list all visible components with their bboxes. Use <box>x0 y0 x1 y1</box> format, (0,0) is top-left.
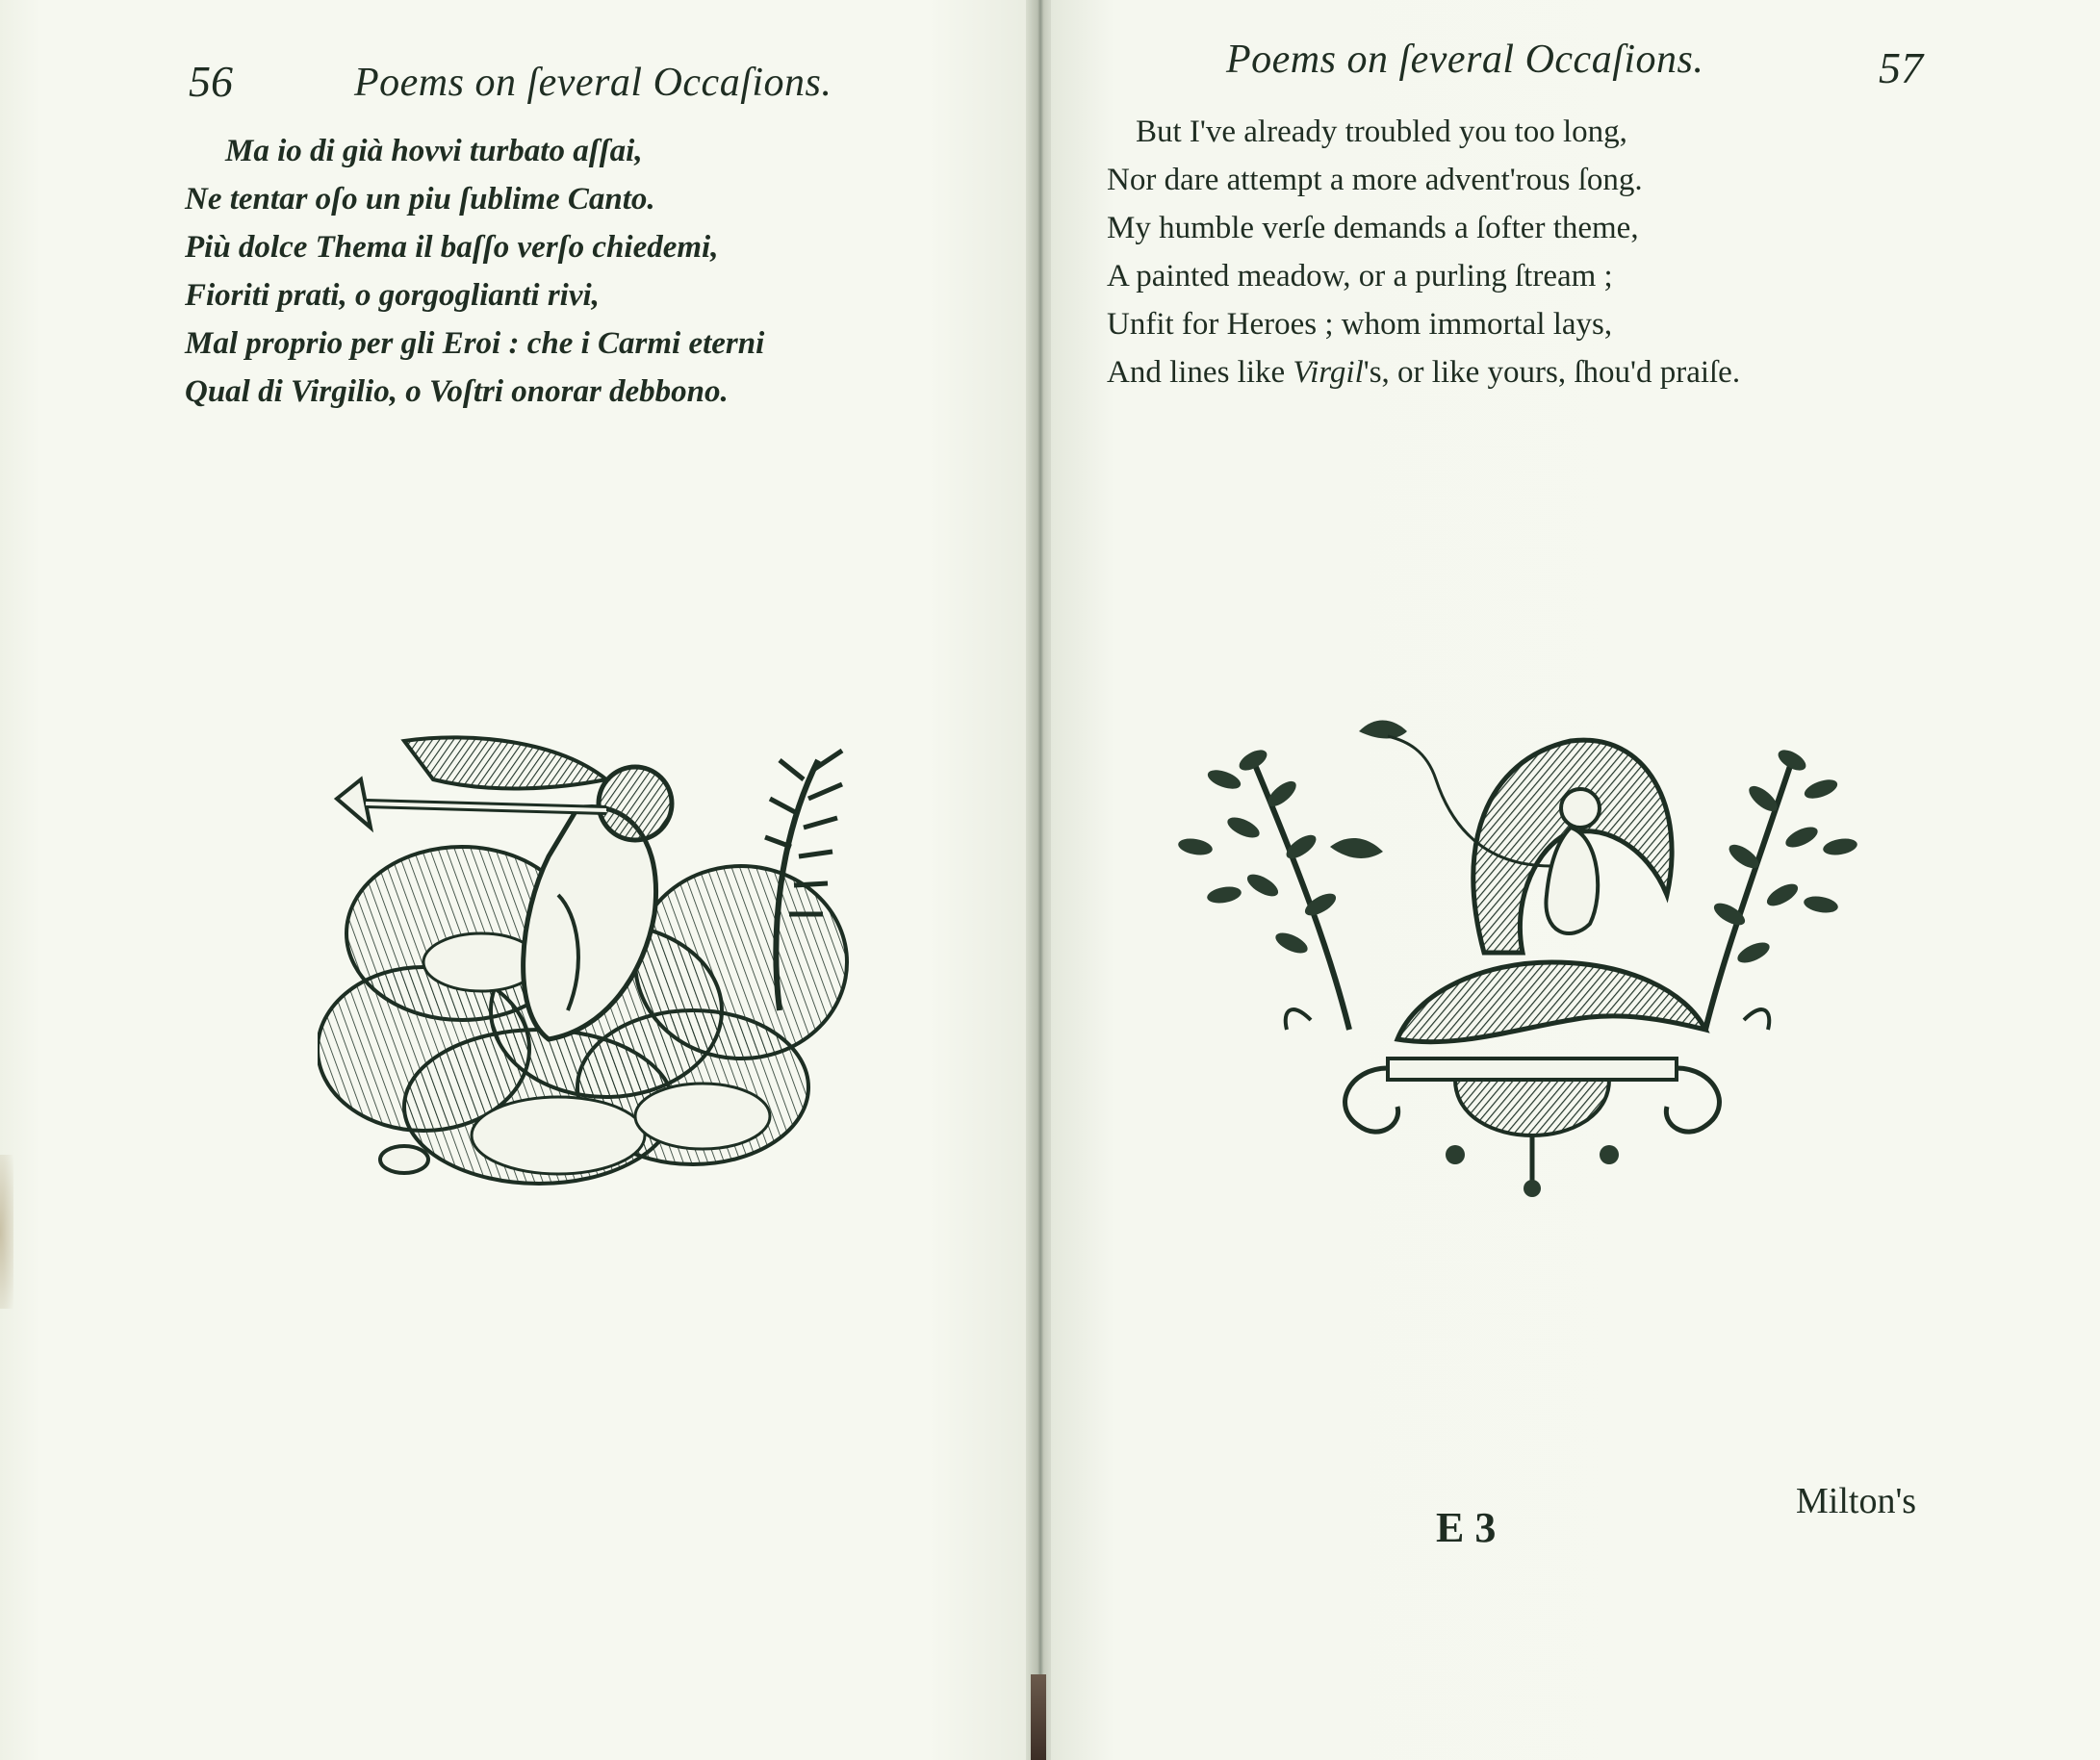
right-page-number: 57 <box>1879 43 1923 92</box>
italian-verse <box>185 127 764 416</box>
verse-line: But I've already troubled you too long, <box>1136 115 1627 149</box>
verse-segment: And lines like <box>1107 355 1293 390</box>
verse-line: Ma io di già hovvi turbato aſſai, <box>225 134 643 168</box>
page-edge-shadow <box>0 1155 13 1309</box>
left-running-head: Poems on ſeveral Occaſions. <box>354 61 832 105</box>
verse-line: Qual di Virgilio, o Voſtri onorar debbono. <box>185 374 729 409</box>
verse-line: Più dolce Thema il baſſo verſo chiedemi, <box>185 230 719 265</box>
signature-mark: E 3 <box>1436 1504 1497 1551</box>
right-running-head: Poems on ſeveral Occaſions. <box>1226 38 1704 82</box>
verse-line: My humble verſe demands a ſofter theme, <box>1107 211 1639 245</box>
verse-line: Mal proprio per gli Eroi : che i Carmi eterni <box>185 326 765 361</box>
woodcut-angel-trumpet-clouds-icon <box>318 722 876 1203</box>
left-page <box>0 0 1030 1760</box>
verse-line: Fioriti prati, o gorgoglianti rivi, <box>185 278 600 313</box>
left-page-number: 56 <box>189 57 233 106</box>
verse-segment-italic: Virgil <box>1293 355 1364 390</box>
verse-line: Unfit for Heroes ; whom immortal lays, <box>1107 307 1613 342</box>
verse-line: Nor dare attempt a more advent'rous ſong. <box>1107 163 1643 197</box>
spine-edge <box>1031 1674 1046 1760</box>
catchword: Milton's <box>1796 1481 1917 1521</box>
woodcut-figure-in-shell-chariot-foliage-icon <box>1166 702 1859 1222</box>
verse-line: Ne tentar oſo un piu ſublime Canto. <box>185 182 655 217</box>
verse-segment: 's, or like yours, ſhou'd praiſe. <box>1363 355 1741 390</box>
verse-line: A painted meadow, or a purling ſtream ; <box>1107 259 1613 293</box>
english-verse <box>1107 108 1740 396</box>
right-page <box>1051 0 2100 1760</box>
verse-line-last <box>1107 348 1740 396</box>
